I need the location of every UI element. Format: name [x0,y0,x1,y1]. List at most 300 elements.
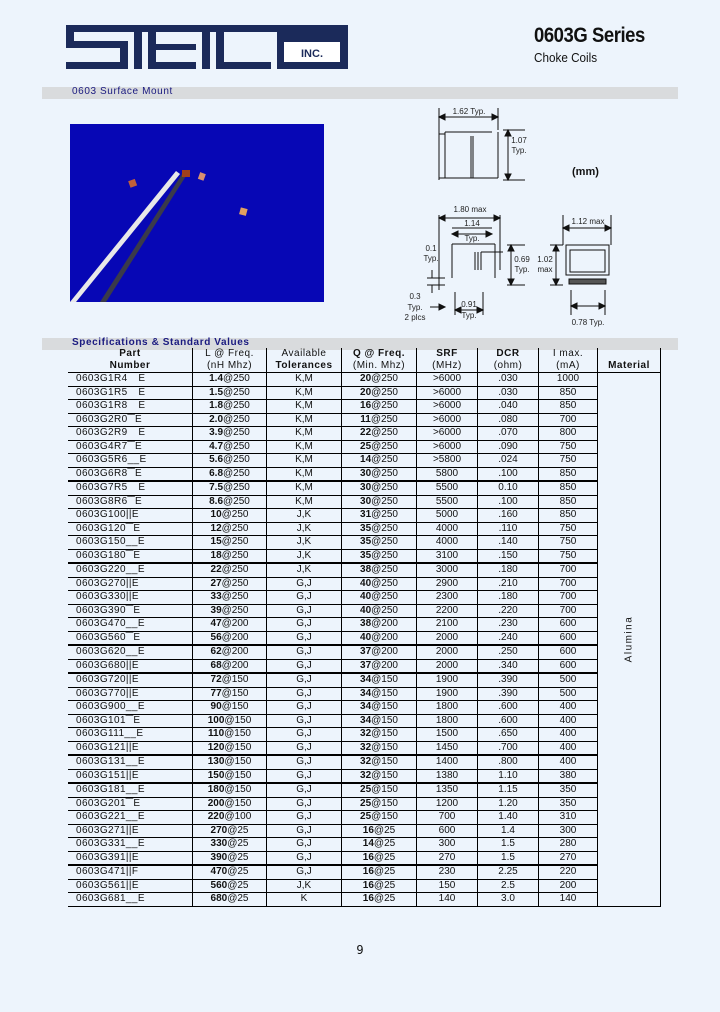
imax-value: 300 [539,824,598,838]
srf-value: 700 [417,811,478,825]
imax-value: 600 [539,659,598,673]
q-value: 25@150 [342,783,417,797]
col-header-inductance: L @ Freq. (nH Mhz) [193,348,267,373]
table-row [68,811,661,825]
part-number: 0603G681__E [68,893,193,907]
col-header-q: Q @ Freq. (Min. Mhz) [342,348,417,373]
svg-text:0.1: 0.1 [425,244,437,253]
imax-value: 1000 [539,373,598,387]
dcr-value: .080 [478,413,539,427]
imax-value: 750 [539,522,598,536]
imax-value: 700 [539,413,598,427]
imax-value: 600 [539,645,598,659]
inductance-value: 47@200 [193,618,267,632]
svg-text:2 plcs: 2 plcs [404,313,426,322]
imax-value: 750 [539,549,598,563]
svg-text:1.02: 1.02 [537,255,553,264]
srf-value: 5500 [417,481,478,495]
imax-value: 500 [539,673,598,687]
tolerances-value: K,M [267,440,342,454]
col-header-imax: I max. (mA) [539,348,598,373]
table-row [68,893,661,907]
table-row [68,687,661,701]
imax-value: 220 [539,865,598,879]
part-number: 0603G770||E [68,687,193,701]
srf-value: 1900 [417,687,478,701]
dcr-value: .160 [478,509,539,523]
srf-value: 1200 [417,797,478,811]
part-number: 0603G270||E [68,577,193,591]
imax-value: 350 [539,783,598,797]
tolerances-value: G,J [267,687,342,701]
imax-value: 600 [539,631,598,645]
table-row [68,481,661,495]
dcr-value: .340 [478,659,539,673]
srf-value: 150 [417,879,478,893]
imax-value: 700 [539,604,598,618]
table-row [68,413,661,427]
table-row [68,714,661,728]
inductance-value: 560@25 [193,879,267,893]
inductance-value: 2.0@250 [193,413,267,427]
tolerances-value: G,J [267,577,342,591]
tolerances-value: K,M [267,386,342,400]
col-header-material: Material [598,348,661,373]
dcr-value: .030 [478,386,539,400]
tolerances-value: G,J [267,673,342,687]
q-value: 20@250 [342,373,417,387]
part-number: 0603G6R8‾‾E [68,467,193,481]
table-row [68,865,661,879]
part-number: 0603G720||E [68,673,193,687]
table-row [68,577,661,591]
part-number: 0603G220__E [68,563,193,577]
tolerances-value: G,J [267,728,342,742]
q-value: 20@250 [342,386,417,400]
part-number: 0603G4R7‾‾E [68,440,193,454]
part-number: 0603G221__E [68,811,193,825]
tolerances-value: K [267,893,342,907]
q-value: 40@250 [342,591,417,605]
q-value: 25@150 [342,811,417,825]
part-number: 0603G100||E [68,509,193,523]
tolerances-value: K,M [267,373,342,387]
svg-text:1.14: 1.14 [464,219,480,228]
srf-value: 230 [417,865,478,879]
inductance-value: 33@250 [193,591,267,605]
inductance-value: 12@250 [193,522,267,536]
inductance-value: 27@250 [193,577,267,591]
product-photo [70,124,324,302]
inductance-value: 15@250 [193,536,267,550]
dcr-value: .110 [478,522,539,536]
q-value: 14@25 [342,838,417,852]
q-value: 32@150 [342,728,417,742]
tolerances-value: J,K [267,536,342,550]
tolerances-value: G,J [267,645,342,659]
inductance-value: 72@150 [193,673,267,687]
srf-value: 2900 [417,577,478,591]
q-value: 11@250 [342,413,417,427]
dcr-value: .100 [478,467,539,481]
table-row [68,549,661,563]
inductance-value: 6.8@250 [193,467,267,481]
srf-value: 2100 [417,618,478,632]
srf-value: 1450 [417,741,478,755]
srf-value: 2200 [417,604,478,618]
table-row [68,673,661,687]
inductance-value: 180@150 [193,783,267,797]
q-value: 31@250 [342,509,417,523]
part-number: 0603G560‾‾E [68,631,193,645]
inductance-value: 130@150 [193,755,267,769]
tolerances-value: G,J [267,741,342,755]
srf-value: >6000 [417,400,478,414]
part-number: 0603G900__E [68,701,193,715]
table-row [68,728,661,742]
table-body [68,373,661,907]
inductance-value: 1.5@250 [193,386,267,400]
inductance-value: 470@25 [193,865,267,879]
svg-text:1.12 max: 1.12 max [571,217,605,226]
srf-value: >6000 [417,440,478,454]
imax-value: 700 [539,563,598,577]
srf-value: 600 [417,824,478,838]
q-value: 16@25 [342,893,417,907]
q-value: 37@200 [342,659,417,673]
section-title: 0603 Surface Mount [72,86,173,97]
q-value: 16@25 [342,824,417,838]
dcr-value: .024 [478,454,539,468]
table-row [68,467,661,481]
srf-value: 2300 [417,591,478,605]
part-number: 0603G7R5 E [68,481,193,495]
part-number: 0603G150__E [68,536,193,550]
inductance-value: 5.6@250 [193,454,267,468]
srf-value: 300 [417,838,478,852]
part-number: 0603G5R6__E [68,454,193,468]
dcr-value: 1.15 [478,783,539,797]
q-value: 22@250 [342,427,417,441]
tolerances-value: G,J [267,865,342,879]
imax-value: 200 [539,879,598,893]
dcr-value: .070 [478,427,539,441]
dcr-value: .040 [478,400,539,414]
series-title: 0603G Series [534,24,645,47]
imax-value: 750 [539,536,598,550]
srf-value: 1380 [417,769,478,783]
tolerances-value: G,J [267,659,342,673]
tolerances-value: K,M [267,400,342,414]
srf-value: 5500 [417,495,478,509]
imax-value: 750 [539,440,598,454]
srf-value: 5800 [417,467,478,481]
table-row [68,838,661,852]
part-number: 0603G471||F [68,865,193,879]
dcr-value: 1.40 [478,811,539,825]
part-number: 0603G2R0‾‾E [68,413,193,427]
part-number: 0603G391||E [68,851,193,865]
svg-text:0.69: 0.69 [514,255,530,264]
col-header-part-number: Part Number [68,348,193,373]
srf-value: 140 [417,893,478,907]
part-number: 0603G331__E [68,838,193,852]
q-value: 35@250 [342,549,417,563]
tolerances-value: K,M [267,467,342,481]
srf-value: 1400 [417,755,478,769]
q-value: 40@200 [342,631,417,645]
q-value: 14@250 [342,454,417,468]
imax-value: 850 [539,495,598,509]
col-header-tolerances: Available Tolerances [267,348,342,373]
imax-value: 270 [539,851,598,865]
table-row [68,824,661,838]
dcr-value: .210 [478,577,539,591]
imax-value: 600 [539,618,598,632]
dcr-value: .090 [478,440,539,454]
q-value: 35@250 [342,522,417,536]
srf-value: >6000 [417,373,478,387]
tolerances-value: G,J [267,797,342,811]
srf-value: 1900 [417,673,478,687]
svg-text:0.91: 0.91 [461,300,477,309]
inductance-value: 10@250 [193,509,267,523]
table-row [68,373,661,387]
imax-value: 800 [539,427,598,441]
table-row [68,440,661,454]
tolerances-value: J,K [267,522,342,536]
tolerances-value: G,J [267,631,342,645]
dcr-value: 2.25 [478,865,539,879]
svg-text:0.78 Typ.: 0.78 Typ. [571,318,605,327]
table-row [68,454,661,468]
q-value: 37@200 [342,645,417,659]
inductance-value: 39@250 [193,604,267,618]
part-number: 0603G180‾‾E [68,549,193,563]
section-header-surface-mount [42,87,678,99]
table-row [68,563,661,577]
units-label: (mm) [572,166,599,178]
q-value: 40@250 [342,604,417,618]
tolerances-value: K,M [267,481,342,495]
dcr-value: .220 [478,604,539,618]
q-value: 34@150 [342,701,417,715]
q-value: 16@25 [342,879,417,893]
part-number: 0603G181__E [68,783,193,797]
dcr-value: .650 [478,728,539,742]
dcr-value: 1.5 [478,838,539,852]
table-row [68,797,661,811]
imax-value: 850 [539,386,598,400]
specifications-table [68,348,661,907]
q-value: 30@250 [342,495,417,509]
tolerances-value: J,K [267,549,342,563]
svg-text:1.80 max: 1.80 max [453,205,487,214]
q-value: 32@150 [342,755,417,769]
imax-value: 350 [539,797,598,811]
dcr-value: .140 [478,536,539,550]
q-value: 30@250 [342,467,417,481]
q-value: 25@150 [342,797,417,811]
imax-value: 400 [539,714,598,728]
srf-value: 2000 [417,631,478,645]
inductance-value: 220@100 [193,811,267,825]
dcr-value: .180 [478,563,539,577]
srf-value: >5800 [417,454,478,468]
col-header-srf: SRF (MHz) [417,348,478,373]
q-value: 16@25 [342,865,417,879]
inductance-value: 7.5@250 [193,481,267,495]
dcr-value: .230 [478,618,539,632]
dcr-value: .390 [478,687,539,701]
table-row [68,495,661,509]
material-value: Alumina [622,615,634,663]
imax-value: 140 [539,893,598,907]
inductance-value: 270@25 [193,824,267,838]
part-number: 0603G680||E [68,659,193,673]
inductance-value: 200@150 [193,797,267,811]
srf-value: >6000 [417,427,478,441]
dcr-value: .180 [478,591,539,605]
part-number: 0603G271||E [68,824,193,838]
svg-text:Typ.: Typ. [464,234,480,243]
dcr-value: 3.0 [478,893,539,907]
col-header-dcr: DCR (ohm) [478,348,539,373]
tolerances-value: K,M [267,454,342,468]
imax-value: 750 [539,454,598,468]
q-value: 40@250 [342,577,417,591]
tolerances-value: K,M [267,495,342,509]
q-value: 30@250 [342,481,417,495]
srf-value: >6000 [417,413,478,427]
tolerances-value: G,J [267,714,342,728]
imax-value: 850 [539,481,598,495]
tolerances-value: G,J [267,838,342,852]
part-number: 0603G2R9 E [68,427,193,441]
dcr-value: .150 [478,549,539,563]
table-row [68,631,661,645]
srf-value: 270 [417,851,478,865]
table-row [68,783,661,797]
dcr-value: 0.10 [478,481,539,495]
srf-value: 4000 [417,522,478,536]
imax-value: 400 [539,701,598,715]
srf-value: 2000 [417,645,478,659]
part-number: 0603G1R5 E [68,386,193,400]
tolerances-value: G,J [267,851,342,865]
svg-text:INC.: INC. [301,48,323,60]
dcr-value: .600 [478,714,539,728]
dcr-value: .390 [478,673,539,687]
table-row [68,386,661,400]
table-row [68,509,661,523]
part-number: 0603G121||E [68,741,193,755]
tolerances-value: K,M [267,413,342,427]
inductance-value: 390@25 [193,851,267,865]
inductance-value: 1.8@250 [193,400,267,414]
inductance-value: 100@150 [193,714,267,728]
imax-value: 400 [539,728,598,742]
q-value: 38@200 [342,618,417,632]
svg-text:max: max [537,265,553,274]
dcr-value: .800 [478,755,539,769]
srf-value: 1800 [417,714,478,728]
tolerances-value: G,J [267,755,342,769]
dcr-value: 1.20 [478,797,539,811]
inductance-value: 68@200 [193,659,267,673]
dcr-value: 2.5 [478,879,539,893]
imax-value: 400 [539,741,598,755]
dcr-value: .100 [478,495,539,509]
part-number: 0603G1R4 E [68,373,193,387]
tolerances-value: G,J [267,618,342,632]
part-number: 0603G151||E [68,769,193,783]
inductance-value: 56@200 [193,631,267,645]
dcr-value: .600 [478,701,539,715]
part-number: 0603G390‾‾E [68,604,193,618]
q-value: 34@150 [342,673,417,687]
q-value: 25@250 [342,440,417,454]
srf-value: 2000 [417,659,478,673]
inductance-value: 110@150 [193,728,267,742]
part-number: 0603G561||E [68,879,193,893]
table-row [68,755,661,769]
imax-value: 310 [539,811,598,825]
part-number: 0603G120‾‾E [68,522,193,536]
tolerances-value: G,J [267,824,342,838]
tolerances-value: J,K [267,879,342,893]
inductance-value: 77@150 [193,687,267,701]
dcr-value: .250 [478,645,539,659]
imax-value: 700 [539,591,598,605]
q-value: 34@150 [342,714,417,728]
inductance-value: 120@150 [193,741,267,755]
inductance-value: 150@150 [193,769,267,783]
inductance-value: 62@200 [193,645,267,659]
srf-value: 1350 [417,783,478,797]
part-number: 0603G131__E [68,755,193,769]
part-number: 0603G1R8 E [68,400,193,414]
table-row [68,618,661,632]
imax-value: 280 [539,838,598,852]
srf-value: 1800 [417,701,478,715]
table-row [68,659,661,673]
svg-text:Typ.: Typ. [514,265,530,274]
table-row [68,879,661,893]
dcr-value: 1.4 [478,824,539,838]
srf-value: 5000 [417,509,478,523]
inductance-value: 18@250 [193,549,267,563]
inductance-value: 8.6@250 [193,495,267,509]
part-number: 0603G101‾‾E [68,714,193,728]
dcr-value: 1.5 [478,851,539,865]
tolerances-value: G,J [267,811,342,825]
srf-value: 1500 [417,728,478,742]
inductance-value: 330@25 [193,838,267,852]
part-number: 0603G620__E [68,645,193,659]
table-row [68,591,661,605]
imax-value: 700 [539,577,598,591]
part-number: 0603G8R6‾‾E [68,495,193,509]
imax-value: 850 [539,467,598,481]
tolerances-value: G,J [267,769,342,783]
table-row [68,522,661,536]
q-value: 16@25 [342,851,417,865]
material-cell [598,373,661,907]
table-row [68,427,661,441]
series-subtitle: Choke Coils [534,50,598,65]
q-value: 35@250 [342,536,417,550]
